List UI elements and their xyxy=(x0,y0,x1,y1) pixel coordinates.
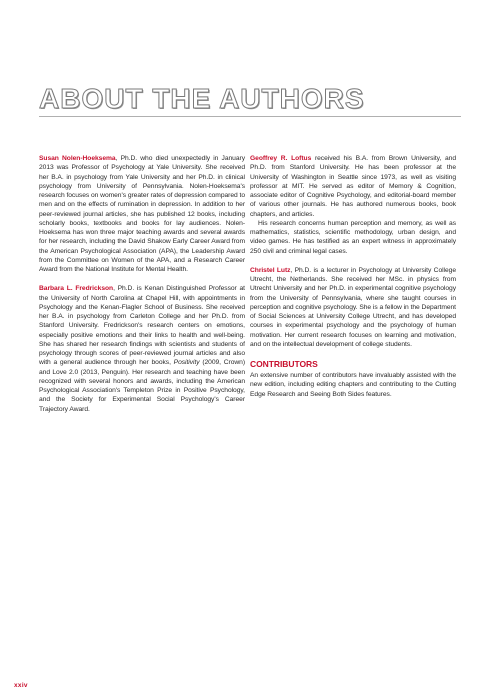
author-bio-lutz xyxy=(250,266,456,349)
page-number: xxiv xyxy=(14,682,28,689)
author-bio-text: , Ph.D. is Kenan Distinguished Professor at the University of North Carolina at Chapel Hill, with appointments in Psychology and the Kenan-Flagler School of Business. She received her B.A. in psychology from Carleton College and her Ph.D. from Stanford University. Fredrickson's research centers on emotions, especially positive emotions and their links to health and well-being. She has shared her research findings with scientists and students of psychology through scores of peer-reviewed journal articles and also with a general audience through her books, xyxy=(39,285,245,367)
author-bio-text: (2009, Crown) and Love 2.0 (2013, Penguin). Her research and teaching have been recognized with several honors and awards, including the American Psychological Association's Templeton Prize in Positive Psychology, and the Society for Experimental Social Psychology's Career Trajectory Award. xyxy=(39,359,246,413)
left-column xyxy=(39,154,245,424)
author-bio-fredrickson xyxy=(39,284,245,414)
author-name: Geoffrey R. Loftus xyxy=(250,155,312,162)
book-title: Positivity xyxy=(173,359,200,367)
author-bio-loftus xyxy=(250,154,456,219)
author-bio-text: , Ph.D. who died unexpectedly in January 2013 was Professor of Psychology at Yale University. She received her B.A. in psychology from Yale University and her Ph.D. in clinical psychology from University of Pennsylvania. Nolen-Hoeksema's research focuses on women's greater rates of depression compared to men and on the effects of rumination in depression. In addition to her peer-reviewed journal articles, she has published 12 books, including scholarly books, textbooks and books for lay audiences. Nolen-Hoeksema has won three major teaching awards and several awards for her research, including the David Shakow Early Career Award from the American Psychological Association (APA), the Leadership Award from the Committee on Women of the APA, and a Research Career Award from the National Institute for Mental Health. xyxy=(39,155,245,273)
contributors-text: An extensive number of contributors have invaluably assisted with the new edition, including editing chapters and contributing to the Cutting Edge Research and Seeing Both Sides features. xyxy=(250,372,456,398)
title-divider xyxy=(39,116,461,117)
page-title: ABOUT THE AUTHORS xyxy=(39,83,365,114)
author-bio-text: received his B.A. from Brown University, and Ph.D. from Stanford University. He has been professor at the University of Washington in Seattle since 1973, as well as visiting professor at MIT. He served as editor of Memory & Cognition, associate editor of Cognitive Psychology, and editorial-board member of various other journals. He has authored numerous books, book chapters, and articles. xyxy=(250,155,456,218)
contributors-heading: CONTRIBUTORS xyxy=(250,359,318,369)
right-column xyxy=(250,154,456,409)
author-name: Barbara L. Fredrickson xyxy=(39,285,114,293)
author-name: Susan Nolen-Hoeksema xyxy=(39,155,116,162)
author-bio-text: , Ph.D. is a lecturer in Psychology at University College Utrecht, the Netherlands. She received her MSc. in physics from Utrecht University and her Ph.D. in experimental cognitive psychology from the University of Pennsylvania, where she taught courses in perception and cognitive psychology. She is a fellow in the Department of Social Sciences at University College Utrecht, and has developed courses in experimental psychology and the psychology of human motivation. Her current research focuses on learning and motivation, and on the intellectual development of college students. xyxy=(250,266,456,348)
author-bio-loftus-continued: His research concerns human perception and memory, as well as mathematics, statistics, scientific methodology, urban design, and video games. He has testified as an expert witness in approximately 250 civil and criminal legal cases. xyxy=(250,219,456,255)
author-name: Christel Lutz xyxy=(250,266,291,274)
author-bio-nolen-hoeksema xyxy=(39,154,245,274)
